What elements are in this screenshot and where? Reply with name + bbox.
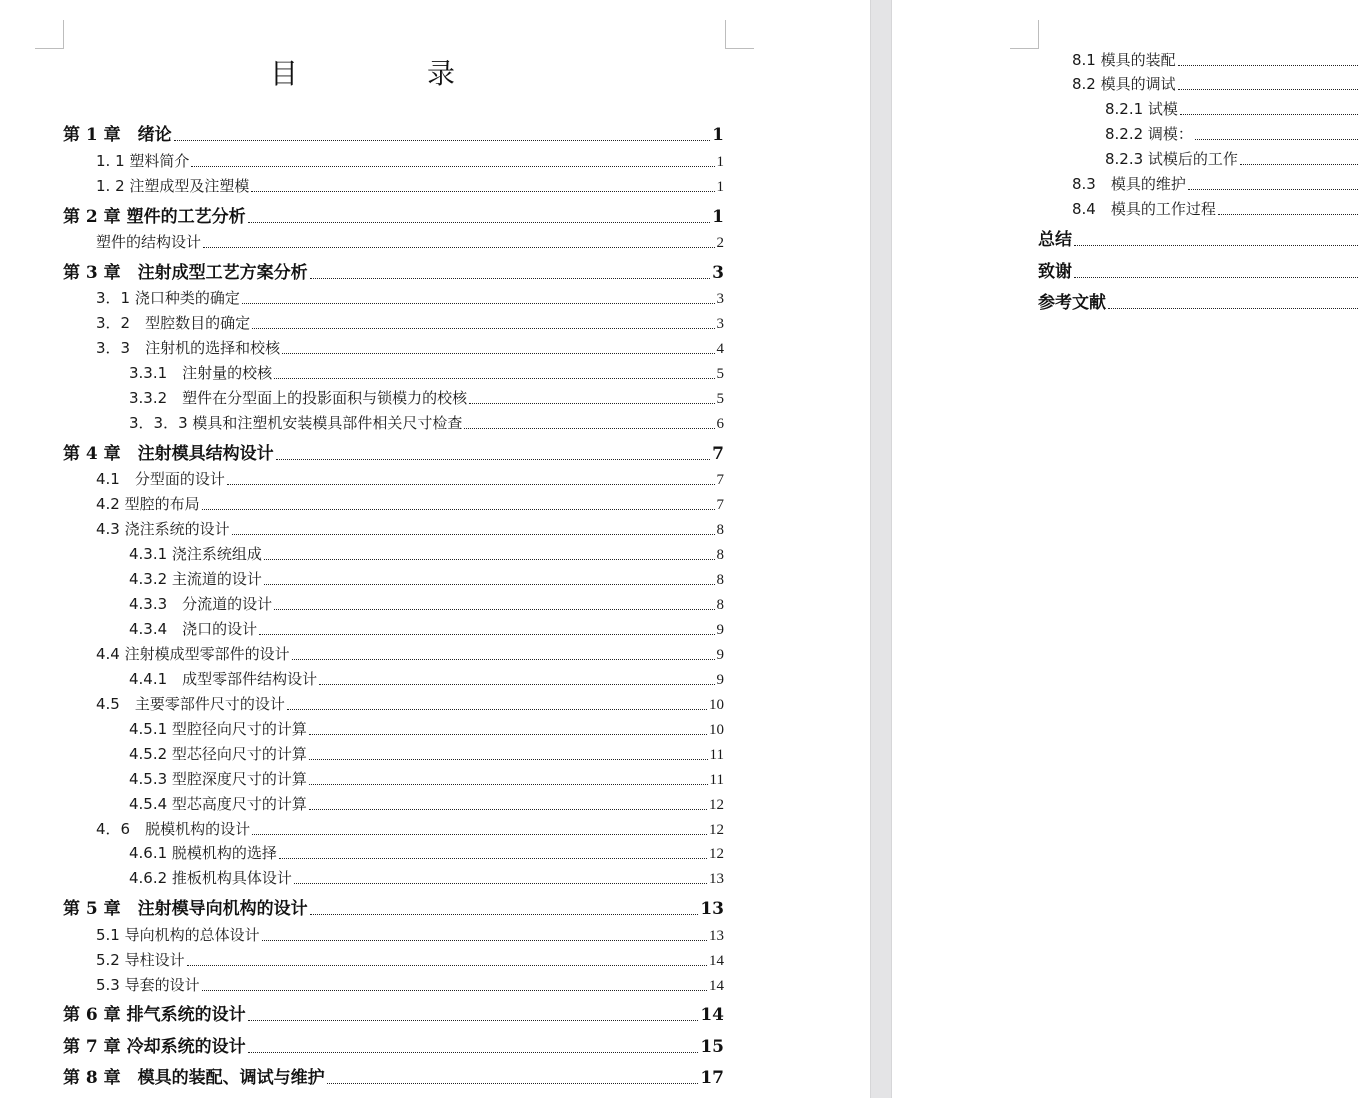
toc-entry[interactable] (96, 818, 724, 839)
toc-page-number: 10 (709, 697, 724, 713)
toc-leader-dots (248, 222, 711, 223)
toc-entry[interactable] (1105, 148, 1359, 169)
toc-page-number: 5 (716, 391, 724, 407)
toc-entry-label: 4.4 注射模成型零部件的设计 (96, 645, 290, 663)
toc-entry-label: 3．2 型腔数目的确定 (96, 314, 251, 332)
document-page-right (892, 0, 1359, 1098)
toc-leader-dots (1195, 139, 1359, 140)
toc-entry[interactable] (96, 337, 724, 358)
toc-entry[interactable] (1072, 49, 1359, 70)
toc-entry[interactable] (1072, 173, 1359, 194)
toc-entry[interactable] (63, 1033, 724, 1057)
toc-entry-label: 5.1 导向机构的总体设计 (96, 926, 260, 944)
toc-page-number: 1 (716, 179, 724, 195)
toc-entry[interactable] (96, 468, 724, 489)
toc-entry-label: 8.2 模具的调试 (1072, 75, 1176, 93)
toc-leader-dots (242, 303, 715, 304)
toc-entry-label: 4.4.1 成型零部件结构设计 (129, 670, 318, 688)
toc-entry[interactable] (96, 518, 724, 539)
toc-leader-dots (469, 403, 714, 404)
toc-page-number: 12 (709, 846, 724, 862)
toc-page-number: 12 (709, 797, 724, 813)
toc-entry-label: 4.2 型腔的布局 (96, 495, 200, 513)
toc-leader-dots (1218, 214, 1359, 215)
toc-entry-label: 致谢 (1038, 262, 1072, 282)
toc-entry-label: 4.3 浇注系统的设计 (96, 520, 230, 538)
toc-page-number: 1 (712, 125, 724, 145)
toc-leader-dots (191, 166, 714, 167)
toc-entry-label: 5.3 导套的设计 (96, 976, 200, 994)
toc-entry[interactable] (1105, 123, 1359, 144)
toc-leader-dots (327, 1083, 699, 1084)
toc-leader-dots (279, 858, 707, 859)
toc-entry[interactable] (1038, 289, 1359, 313)
toc-entry[interactable] (96, 693, 724, 714)
page-corner-mark (1010, 20, 1039, 49)
toc-entry-label: 8.3 模具的维护 (1072, 175, 1186, 193)
toc-entry[interactable] (96, 312, 724, 333)
toc-leader-dots (464, 428, 714, 429)
toc-page-number: 10 (709, 722, 724, 738)
toc-page-number: 15 (700, 1037, 724, 1057)
toc-title: 目 录 (270, 57, 515, 90)
toc-entry[interactable] (96, 949, 724, 970)
toc-entry-label: 4.3.2 主流道的设计 (129, 570, 262, 588)
toc-entry[interactable] (129, 668, 724, 689)
toc-entry-label: 8.2.3 试模后的工作 (1105, 150, 1238, 168)
toc-page-number: 11 (709, 772, 724, 788)
toc-entry[interactable] (1072, 73, 1359, 94)
toc-entry[interactable] (129, 618, 724, 639)
toc-entry-label: 塑件的结构设计 (96, 233, 202, 251)
toc-leader-dots (203, 247, 714, 248)
toc-leader-dots (1240, 164, 1359, 165)
toc-entry-label: 3．1 浇口种类的确定 (96, 289, 240, 307)
toc-page-number: 8 (716, 572, 724, 588)
toc-entry-label: 3．3．3 模具和注塑机安装模具部件相关尺寸检查 (129, 414, 463, 432)
toc-entry[interactable] (96, 643, 724, 664)
toc-leader-dots (232, 534, 715, 535)
toc-leader-dots (251, 191, 714, 192)
toc-page-number: 3 (716, 291, 724, 307)
toc-leader-dots (248, 1020, 699, 1021)
toc-leader-dots (274, 378, 714, 379)
toc-page-number: 8 (716, 522, 724, 538)
toc-leader-dots (319, 684, 714, 685)
toc-leader-dots (1180, 114, 1359, 115)
toc-page-number: 1 (712, 207, 724, 227)
toc-leader-dots (252, 328, 714, 329)
toc-entry-label: 4.5.4 型芯高度尺寸的计算 (129, 795, 307, 813)
toc-entry[interactable] (1072, 198, 1359, 219)
toc-leader-dots (252, 834, 707, 835)
toc-entry[interactable] (129, 867, 724, 888)
toc-entry-label: 4.5 主要零部件尺寸的设计 (96, 695, 285, 713)
toc-entry[interactable] (129, 593, 724, 614)
toc-entry-label: 总结 (1038, 230, 1072, 250)
toc-entry-label: 1. 1 塑料简介 (96, 152, 190, 170)
toc-entry[interactable] (1038, 258, 1359, 282)
toc-entry[interactable] (129, 387, 724, 408)
toc-entry-label: 第 1 章 绪论 (63, 125, 172, 145)
toc-page-number: 1 (716, 154, 724, 170)
toc-entry-label: 第 6 章 排气系统的设计 (63, 1005, 246, 1025)
toc-leader-dots (202, 990, 707, 991)
toc-entry-label: 4.5.3 型腔深度尺寸的计算 (129, 770, 307, 788)
toc-entry-label: 1. 2 注塑成型及注塑模 (96, 177, 250, 195)
toc-entry-label: 参考文献 (1038, 293, 1106, 313)
toc-entry[interactable] (129, 743, 724, 764)
toc-entry[interactable] (1105, 98, 1359, 119)
toc-leader-dots (264, 584, 715, 585)
toc-entry[interactable] (129, 362, 724, 383)
toc-entry-label: 第 2 章 塑件的工艺分析 (63, 207, 246, 227)
toc-page-number: 9 (716, 672, 724, 688)
toc-page-number: 14 (700, 1005, 724, 1025)
toc-entry[interactable] (129, 768, 724, 789)
toc-leader-dots (1178, 65, 1359, 66)
toc-entry[interactable] (129, 793, 724, 814)
page-corner-mark (725, 20, 754, 49)
toc-leader-dots (294, 883, 707, 884)
toc-entry-label: 第 8 章 模具的装配、调试与维护 (63, 1068, 325, 1088)
toc-page-number: 13 (709, 928, 724, 944)
toc-entry-label: 4.3.3 分流道的设计 (129, 595, 273, 613)
toc-leader-dots (1074, 277, 1359, 278)
toc-page-number: 12 (709, 822, 724, 838)
toc-leader-dots (309, 734, 707, 735)
toc-page-number: 13 (709, 871, 724, 887)
toc-entry[interactable] (129, 412, 724, 433)
toc-entry[interactable] (1038, 226, 1359, 250)
toc-entry[interactable] (63, 1064, 724, 1088)
toc-entry[interactable] (129, 543, 724, 564)
toc-leader-dots (1108, 308, 1359, 309)
toc-entry[interactable] (96, 287, 724, 308)
toc-entry[interactable] (96, 493, 724, 514)
toc-entry-label: 8.1 模具的装配 (1072, 51, 1176, 69)
toc-entry-label: 第 7 章 冷却系统的设计 (63, 1037, 246, 1057)
toc-leader-dots (274, 609, 714, 610)
toc-leader-dots (264, 559, 715, 560)
toc-entry[interactable] (96, 924, 724, 945)
toc-leader-dots (309, 784, 708, 785)
toc-page-number: 6 (716, 416, 724, 432)
toc-page-number: 14 (709, 953, 724, 969)
toc-leader-dots (310, 914, 699, 915)
toc-entry-label: 4.5.2 型芯径向尺寸的计算 (129, 745, 307, 763)
page-corner-mark (35, 20, 64, 49)
toc-leader-dots (276, 459, 710, 460)
toc-leader-dots (1178, 89, 1359, 90)
toc-entry-label: 5.2 导柱设计 (96, 951, 185, 969)
toc-entry-label: 4.6.2 推板机构具体设计 (129, 869, 292, 887)
toc-leader-dots (248, 1052, 699, 1053)
page-gutter (870, 0, 892, 1098)
toc-leader-dots (282, 353, 714, 354)
toc-entry-label: 4.6.1 脱模机构的选择 (129, 844, 277, 862)
toc-entry[interactable] (129, 568, 724, 589)
toc-page-number: 13 (700, 899, 724, 919)
toc-entry[interactable] (96, 974, 724, 995)
toc-leader-dots (1074, 245, 1359, 246)
toc-entry-label: 3.3.2 塑件在分型面上的投影面积与锁模力的校核 (129, 389, 468, 407)
toc-entry[interactable] (63, 440, 724, 464)
toc-entry-label: 8.2.2 调模： (1105, 125, 1193, 143)
toc-leader-dots (309, 759, 708, 760)
toc-entry-label: 8.2.1 试模 (1105, 100, 1178, 118)
toc-leader-dots (259, 634, 714, 635)
toc-entry[interactable] (129, 718, 724, 739)
toc-page-number: 3 (716, 316, 724, 332)
toc-entry[interactable] (96, 150, 724, 171)
toc-entry[interactable] (63, 121, 724, 145)
toc-leader-dots (1188, 189, 1359, 190)
toc-page-number: 7 (716, 472, 724, 488)
toc-entry[interactable] (96, 175, 724, 196)
toc-entry-label: 4.5.1 型腔径向尺寸的计算 (129, 720, 307, 738)
toc-page-number: 11 (709, 747, 724, 763)
toc-entry-label: 第 5 章 注射模导向机构的设计 (63, 899, 308, 919)
toc-entry-label: 第 4 章 注射模具结构设计 (63, 444, 274, 464)
toc-entry-label: 第 3 章 注射成型工艺方案分析 (63, 263, 308, 283)
toc-page-number: 8 (716, 547, 724, 563)
toc-page-number: 9 (716, 647, 724, 663)
toc-entry-label: 4.3.1 浇注系统组成 (129, 545, 262, 563)
toc-entry-label: 4.3.4 浇口的设计 (129, 620, 258, 638)
toc-page-number: 4 (716, 341, 724, 357)
toc-leader-dots (292, 659, 715, 660)
toc-leader-dots (309, 809, 707, 810)
toc-page-number: 8 (716, 597, 724, 613)
toc-leader-dots (287, 709, 707, 710)
toc-leader-dots (187, 965, 707, 966)
toc-entry[interactable] (63, 895, 724, 919)
toc-entry[interactable] (63, 1001, 724, 1025)
toc-entry[interactable] (96, 231, 724, 252)
toc-page-number: 7 (716, 497, 724, 513)
toc-leader-dots (262, 940, 707, 941)
toc-leader-dots (227, 484, 715, 485)
toc-page-number: 7 (712, 444, 724, 464)
toc-entry-label: 4．6 脱模机构的设计 (96, 820, 251, 838)
toc-entry[interactable] (63, 259, 724, 283)
toc-page-number: 5 (716, 366, 724, 382)
toc-entry-label: 4.1 分型面的设计 (96, 470, 225, 488)
toc-page-number: 14 (709, 978, 724, 994)
toc-entry[interactable] (129, 842, 724, 863)
toc-leader-dots (174, 140, 710, 141)
toc-entry-label: 3．3 注射机的选择和校核 (96, 339, 281, 357)
toc-leader-dots (202, 509, 715, 510)
toc-page-number: 2 (716, 235, 724, 251)
toc-leader-dots (310, 278, 710, 279)
toc-page-number: 3 (712, 263, 724, 283)
toc-entry-label: 3.3.1 注射量的校核 (129, 364, 273, 382)
toc-page-number: 17 (700, 1068, 724, 1088)
toc-page-number: 9 (716, 622, 724, 638)
toc-entry-label: 8.4 模具的工作过程 (1072, 200, 1216, 218)
toc-entry[interactable] (63, 203, 724, 227)
